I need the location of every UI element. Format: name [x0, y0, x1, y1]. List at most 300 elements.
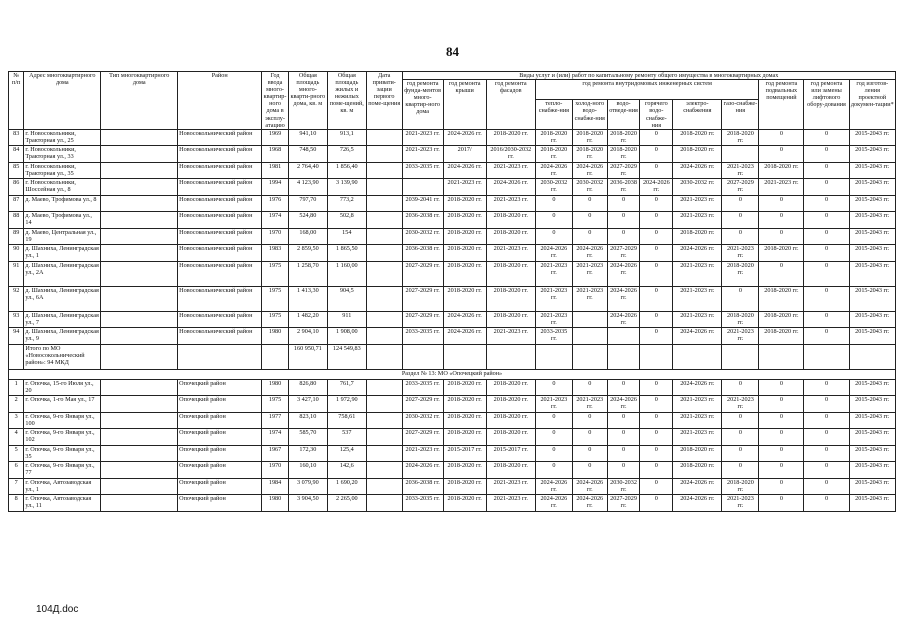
hot-water-year-cell: 0: [640, 429, 673, 446]
electric-year-cell: 2018-2020 гг.: [673, 462, 722, 479]
col-living-area: Общая площадь жилых и нежилых поме-щений, кв. м: [327, 72, 366, 130]
hot-water-year-cell: 0: [640, 445, 673, 462]
total-area-cell: 2 904,10: [288, 328, 327, 345]
house-type-cell: [101, 379, 178, 396]
heat-year-cell: 2024-2026 гг.: [535, 245, 572, 262]
table-row: [9, 179, 896, 196]
basement-year-cell: 0: [759, 261, 804, 286]
col-basement: год ремонта подвальных помещений: [759, 80, 804, 130]
elevator-year-cell: 0: [804, 412, 849, 429]
hot-water-year-cell: 0: [640, 146, 673, 163]
facade-year-cell: 2021-2023 гг.: [486, 245, 535, 262]
row-num-cell: 5: [9, 445, 24, 462]
gas-year-cell: 0: [722, 195, 759, 212]
facade-year-cell: 2021-2023 гг.: [486, 478, 535, 495]
total-empty: [366, 344, 402, 369]
year-built-cell: 1975: [262, 396, 289, 413]
heat-year-cell: 2018-2020 гг.: [535, 129, 572, 146]
basement-year-cell: 0: [759, 412, 804, 429]
total-empty: [402, 344, 443, 369]
docs-year-cell: 2015-2043 гг.: [849, 478, 895, 495]
gas-year-cell: 2018-2020 гг.: [722, 478, 759, 495]
sewer-year-cell: 2036-2038 гг.: [607, 179, 640, 196]
table-row: [9, 311, 896, 328]
roof-year-cell: 2018-2020 гг.: [443, 495, 486, 512]
total-empty: [849, 344, 895, 369]
cold-water-year-cell: 0: [572, 195, 607, 212]
foundation-year-cell: 2021-2023 гг.: [402, 445, 443, 462]
docs-year-cell: 2015-2043 гг.: [849, 396, 895, 413]
hot-water-year-cell: 0: [640, 261, 673, 286]
docs-year-cell: 2015-2043 гг.: [849, 195, 895, 212]
row-num-cell: 1: [9, 379, 24, 396]
total-area-cell: 168,00: [288, 228, 327, 245]
col-elevator: год ремонта или замены лифтового обору-дования: [804, 80, 849, 130]
elevator-year-cell: 0: [804, 179, 849, 196]
roof-year-cell: 2018-2020 гг.: [443, 195, 486, 212]
address-cell: г. Опочка, 9-го Января ул., 102: [24, 429, 101, 446]
facade-year-cell: 2018-2020 гг.: [486, 228, 535, 245]
total-empty: [262, 344, 289, 369]
roof-year-cell: 2024-2026 гг.: [443, 328, 486, 345]
priv-date-cell: [366, 261, 402, 286]
cold-water-year-cell: 2030-2032 гг.: [572, 179, 607, 196]
electric-year-cell: 2018-2020 гг.: [673, 228, 722, 245]
electric-year-cell: 2021-2023 гг.: [673, 311, 722, 328]
cold-water-year-cell: [572, 328, 607, 345]
living-area-cell: 3 139,90: [327, 179, 366, 196]
address-cell: г. Опочка, 1-го Мая ул., 17: [24, 396, 101, 413]
address-cell: г. Новосокольники, Тракторная ул., 25: [24, 129, 101, 146]
year-built-cell: 1980: [262, 495, 289, 512]
living-area-cell: 761,7: [327, 379, 366, 396]
electric-year-cell: 2018-2020 гг.: [673, 445, 722, 462]
table-row: [9, 261, 896, 286]
col-cold-water: холод-ного водо-снабже-ния: [572, 100, 607, 129]
facade-year-cell: 2018-2020 гг.: [486, 311, 535, 328]
row-num-cell: 7: [9, 478, 24, 495]
col-num: № п/п: [9, 72, 24, 130]
sewer-year-cell: 0: [607, 412, 640, 429]
cold-water-year-cell: 2024-2026 гг.: [572, 495, 607, 512]
gas-year-cell: 2018-2020 гг.: [722, 311, 759, 328]
gas-year-cell: 0: [722, 429, 759, 446]
house-type-cell: [101, 478, 178, 495]
foundation-year-cell: 2030-2032 гг.: [402, 412, 443, 429]
heat-year-cell: 2021-2023 гг.: [535, 286, 572, 311]
table-row: [9, 429, 896, 446]
total-area-cell: 3 079,90: [288, 478, 327, 495]
facade-year-cell: 2021-2023 гг.: [486, 328, 535, 345]
docs-year-cell: 2015-2043 гг.: [849, 129, 895, 146]
foundation-year-cell: 2021-2023 гг.: [402, 146, 443, 163]
roof-year-cell: 2017/: [443, 146, 486, 163]
heat-year-cell: 0: [535, 195, 572, 212]
heat-year-cell: 2021-2023 гг.: [535, 396, 572, 413]
row-num-cell: 3: [9, 412, 24, 429]
col-district: Район: [178, 72, 262, 130]
docs-year-cell: 2015-2043 гг.: [849, 212, 895, 229]
roof-year-cell: 2018-2020 гг.: [443, 245, 486, 262]
roof-year-cell: 2018-2020 гг.: [443, 379, 486, 396]
hot-water-year-cell: 0: [640, 129, 673, 146]
table-row: [9, 396, 896, 413]
table-row: [9, 328, 896, 345]
col-foundation: год ремонта фунда-ментов много-квартир-ного дома: [402, 80, 443, 130]
year-built-cell: 1970: [262, 462, 289, 479]
roof-year-cell: 2018-2020 гг.: [443, 228, 486, 245]
elevator-year-cell: 0: [804, 261, 849, 286]
gas-year-cell: [722, 146, 759, 163]
sewer-year-cell: 0: [607, 429, 640, 446]
table-row: [9, 195, 896, 212]
foundation-year-cell: 2027-2029 гг.: [402, 429, 443, 446]
year-built-cell: 1981: [262, 162, 289, 179]
priv-date-cell: [366, 162, 402, 179]
rows-novosokolniki-a: [9, 129, 896, 261]
year-built-cell: 1980: [262, 328, 289, 345]
living-area-cell: 537: [327, 429, 366, 446]
elevator-year-cell: 0: [804, 396, 849, 413]
docs-year-cell: 2015-2043 гг.: [849, 379, 895, 396]
facade-year-cell: 2018-2020 гг.: [486, 396, 535, 413]
cold-water-year-cell: 2018-2020 гг.: [572, 146, 607, 163]
sewer-year-cell: 0: [607, 228, 640, 245]
priv-date-cell: [366, 429, 402, 446]
year-built-cell: 1967: [262, 445, 289, 462]
electric-year-cell: 2018-2020 гг.: [673, 146, 722, 163]
row-num-cell: 94: [9, 328, 24, 345]
priv-date-cell: [366, 228, 402, 245]
total-area-cell: 172,30: [288, 445, 327, 462]
heat-year-cell: 2033-2035 гг.: [535, 328, 572, 345]
district-cell: Опочецкий район: [178, 396, 262, 413]
basement-year-cell: 0: [759, 478, 804, 495]
total-empty: [759, 344, 804, 369]
hot-water-year-cell: 2024-2026 гг.: [640, 179, 673, 196]
living-area-cell: 2 265,00: [327, 495, 366, 512]
row-num-cell: 8: [9, 495, 24, 512]
living-area-cell: 125,4: [327, 445, 366, 462]
gas-year-cell: 0: [722, 286, 759, 311]
living-area-cell: 911: [327, 311, 366, 328]
total-area-cell: 1 482,20: [288, 311, 327, 328]
electric-year-cell: 2024-2026 гг.: [673, 245, 722, 262]
electric-year-cell: 2021-2023 гг.: [673, 212, 722, 229]
total-empty: [443, 344, 486, 369]
docs-year-cell: 2015-2043 гг.: [849, 261, 895, 286]
sewer-year-cell: 2018-2020 гг.: [607, 129, 640, 146]
row-num-cell: 2: [9, 396, 24, 413]
table-row: [9, 462, 896, 479]
priv-date-cell: [366, 245, 402, 262]
living-area-cell: 726,5: [327, 146, 366, 163]
house-type-cell: [101, 328, 178, 345]
facade-year-cell: 2018-2020 гг.: [486, 286, 535, 311]
total-empty: [486, 344, 535, 369]
total-area-cell: 797,70: [288, 195, 327, 212]
elevator-year-cell: 0: [804, 328, 849, 345]
facade-year-cell: 2018-2020 гг.: [486, 379, 535, 396]
docs-year-cell: 2015-2043 гг.: [849, 146, 895, 163]
year-built-cell: 1969: [262, 129, 289, 146]
living-area-cell: 154: [327, 228, 366, 245]
district-cell: Новосокольнический район: [178, 195, 262, 212]
total-area-cell: 160,10: [288, 462, 327, 479]
table-row: [9, 162, 896, 179]
foundation-year-cell: 2027-2029 гг.: [402, 286, 443, 311]
roof-year-cell: 2018-2020 гг.: [443, 261, 486, 286]
table-row: [9, 212, 896, 229]
facade-year-cell: 2018-2020 гг.: [486, 412, 535, 429]
priv-date-cell: [366, 129, 402, 146]
living-area-cell: 1 865,50: [327, 245, 366, 262]
elevator-year-cell: 0: [804, 245, 849, 262]
district-cell: Новосокольнический район: [178, 311, 262, 328]
sewer-year-cell: 2018-2020 гг.: [607, 146, 640, 163]
hot-water-year-cell: 0: [640, 396, 673, 413]
priv-date-cell: [366, 412, 402, 429]
elevator-year-cell: 0: [804, 212, 849, 229]
col-gas: газо-снабже-ния: [722, 100, 759, 129]
district-cell: Новосокольнический район: [178, 261, 262, 286]
heat-year-cell: 0: [535, 412, 572, 429]
hot-water-year-cell: 0: [640, 195, 673, 212]
total-area-cell: 941,10: [288, 129, 327, 146]
district-cell: Опочецкий район: [178, 495, 262, 512]
house-type-cell: [101, 162, 178, 179]
basement-year-cell: 0: [759, 212, 804, 229]
hot-water-year-cell: 0: [640, 412, 673, 429]
heat-year-cell: 0: [535, 429, 572, 446]
total-area-sum: 160 950,71: [288, 344, 327, 369]
house-type-cell: [101, 261, 178, 286]
district-cell: Опочецкий район: [178, 429, 262, 446]
year-built-cell: 1968: [262, 146, 289, 163]
electric-year-cell: 2021-2023 гг.: [673, 429, 722, 446]
house-type-cell: [101, 146, 178, 163]
heat-year-cell: 2024-2026 гг.: [535, 478, 572, 495]
hot-water-year-cell: 0: [640, 328, 673, 345]
docs-year-cell: 2015-2043 гг.: [849, 228, 895, 245]
col-works-group: Виды услуг и (или) работ по капитальному ремонту общего имущества в многоквартирных домах: [402, 72, 895, 80]
total-empty: [722, 344, 759, 369]
year-built-cell: 1977: [262, 412, 289, 429]
row-num-cell: 85: [9, 162, 24, 179]
roof-year-cell: 2018-2020 гг.: [443, 429, 486, 446]
table-row: [9, 228, 896, 245]
year-built-cell: 1975: [262, 261, 289, 286]
house-type-cell: [101, 228, 178, 245]
facade-year-cell: 2018-2020 гг.: [486, 429, 535, 446]
address-cell: г. Новосокольники, Шоссейная ул., 8: [24, 179, 101, 196]
gas-year-cell: 2021-2023 гг.: [722, 328, 759, 345]
living-area-cell: 913,1: [327, 129, 366, 146]
total-row: [9, 344, 896, 369]
address-cell: г. Опочка, 9-го Января ул., 35: [24, 445, 101, 462]
col-priv-date: Дата привати-зации первого поме-щения: [366, 72, 402, 130]
row-num-cell: 6: [9, 462, 24, 479]
roof-year-cell: 2018-2020 гг.: [443, 396, 486, 413]
cold-water-year-cell: 2024-2026 гг.: [572, 245, 607, 262]
address-cell: г. Новосокольники, Тракторная ул., 35: [24, 162, 101, 179]
gas-year-cell: 2027-2029 гг.: [722, 179, 759, 196]
house-type-cell: [101, 396, 178, 413]
electric-year-cell: 2018-2020 гг.: [673, 129, 722, 146]
repair-schedule-table: [8, 71, 896, 512]
total-empty: [535, 344, 572, 369]
district-cell: Новосокольнический район: [178, 146, 262, 163]
electric-year-cell: 2021-2023 гг.: [673, 412, 722, 429]
total-area-cell: 524,80: [288, 212, 327, 229]
basement-year-cell: 0: [759, 129, 804, 146]
table-row: [9, 245, 896, 262]
total-empty: [101, 344, 178, 369]
basement-year-cell: 2018-2020 гг.: [759, 328, 804, 345]
roof-year-cell: 2018-2020 гг.: [443, 478, 486, 495]
gas-year-cell: 0: [722, 379, 759, 396]
basement-year-cell: 2018-2020 гг.: [759, 245, 804, 262]
year-built-cell: 1994: [262, 179, 289, 196]
year-built-cell: 1970: [262, 228, 289, 245]
foundation-year-cell: [402, 179, 443, 196]
roof-year-cell: 2024-2026 гг.: [443, 129, 486, 146]
district-cell: Новосокольнический район: [178, 286, 262, 311]
district-cell: Новосокольнический район: [178, 228, 262, 245]
row-num-cell: 86: [9, 179, 24, 196]
foundation-year-cell: 2027-2029 гг.: [402, 311, 443, 328]
foundation-year-cell: 2033-2035 гг.: [402, 379, 443, 396]
gas-year-cell: 2021-2023 гг.: [722, 495, 759, 512]
total-area-cell: 2 764,40: [288, 162, 327, 179]
footer-filename: 104Д.doc: [36, 604, 79, 615]
col-roof: год ремонта крыши: [443, 80, 486, 130]
priv-date-cell: [366, 195, 402, 212]
foundation-year-cell: 2036-2038 гг.: [402, 478, 443, 495]
sewer-year-cell: 2027-2029 гг.: [607, 495, 640, 512]
electric-year-cell: 2024-2026 гг.: [673, 328, 722, 345]
sewer-year-cell: 0: [607, 195, 640, 212]
table-header: [9, 72, 896, 130]
address-cell: г. Опочка, 15-го Июля ул., 20: [24, 379, 101, 396]
total-area-cell: 3 427,10: [288, 396, 327, 413]
electric-year-cell: 2021-2023 гг.: [673, 286, 722, 311]
section-row: [9, 369, 896, 379]
house-type-cell: [101, 462, 178, 479]
elevator-year-cell: 0: [804, 379, 849, 396]
col-facade: год ремонта фасадов: [486, 80, 535, 130]
house-type-cell: [101, 245, 178, 262]
sewer-year-cell: 2024-2026 гг.: [607, 311, 640, 328]
year-built-cell: 1974: [262, 212, 289, 229]
priv-date-cell: [366, 396, 402, 413]
table-row: [9, 146, 896, 163]
col-type: Тип многоквартирного дома: [101, 72, 178, 130]
total-area-cell: 4 123,90: [288, 179, 327, 196]
living-area-cell: 904,5: [327, 286, 366, 311]
gas-year-cell: 2021-2023 гг.: [722, 162, 759, 179]
house-type-cell: [101, 129, 178, 146]
sewer-year-cell: 2024-2026 гг.: [607, 261, 640, 286]
house-type-cell: [101, 495, 178, 512]
facade-year-cell: 2018-2020 гг.: [486, 129, 535, 146]
address-cell: г. Опочка, Автозаводская ул., 1: [24, 478, 101, 495]
docs-year-cell: 2015-2043 гг.: [849, 412, 895, 429]
priv-date-cell: [366, 462, 402, 479]
table-row: [9, 286, 896, 311]
heat-year-cell: 2024-2026 гг.: [535, 495, 572, 512]
total-empty: [178, 344, 262, 369]
year-built-cell: 1975: [262, 311, 289, 328]
col-docs: год изготов-ления проектной докумен-тации*: [849, 80, 895, 130]
cold-water-year-cell: 0: [572, 228, 607, 245]
total-area-cell: 748,50: [288, 146, 327, 163]
col-heat: тепло-снабже-ния: [535, 100, 572, 129]
elevator-year-cell: 0: [804, 429, 849, 446]
row-num-cell: 83: [9, 129, 24, 146]
elevator-year-cell: 0: [804, 495, 849, 512]
facade-year-cell: 2021-2023 гг.: [486, 495, 535, 512]
elevator-year-cell: 0: [804, 162, 849, 179]
total-empty: [607, 344, 640, 369]
sewer-year-cell: 2024-2026 гг.: [607, 286, 640, 311]
district-cell: Новосокольнический район: [178, 212, 262, 229]
col-total-area: Общая площадь много-кварти-рного дома, кв. м: [288, 72, 327, 130]
cold-water-year-cell: 0: [572, 462, 607, 479]
living-area-cell: 758,61: [327, 412, 366, 429]
docs-year-cell: 2015-2043 гг.: [849, 462, 895, 479]
foundation-year-cell: 2033-2035 гг.: [402, 328, 443, 345]
roof-year-cell: 2021-2023 гг.: [443, 179, 486, 196]
year-built-cell: 1984: [262, 478, 289, 495]
hot-water-year-cell: 0: [640, 228, 673, 245]
total-section: [9, 344, 896, 379]
living-area-cell: 1 690,20: [327, 478, 366, 495]
foundation-year-cell: 2024-2026 гг.: [402, 462, 443, 479]
row-num-cell: 84: [9, 146, 24, 163]
basement-year-cell: 0: [759, 146, 804, 163]
house-type-cell: [101, 179, 178, 196]
sewer-year-cell: 0: [607, 462, 640, 479]
house-type-cell: [101, 195, 178, 212]
sewer-year-cell: 2024-2026 гг.: [607, 396, 640, 413]
sewer-year-cell: 0: [607, 379, 640, 396]
elevator-year-cell: 0: [804, 129, 849, 146]
table-row: [9, 445, 896, 462]
district-cell: Новосокольнический район: [178, 245, 262, 262]
priv-date-cell: [366, 445, 402, 462]
table-row: [9, 412, 896, 429]
col-hot-water: горячего водо-снабже-ния: [640, 100, 673, 129]
electric-year-cell: 2021-2023 гг.: [673, 261, 722, 286]
total-num-cell: [9, 344, 24, 369]
year-built-cell: 1976: [262, 195, 289, 212]
basement-year-cell: 0: [759, 495, 804, 512]
year-built-cell: 1975: [262, 286, 289, 311]
heat-year-cell: 2024-2026 гг.: [535, 162, 572, 179]
address-cell: г. Опочка, Автозаводская ул., 11: [24, 495, 101, 512]
elevator-year-cell: 0: [804, 311, 849, 328]
hot-water-year-cell: 0: [640, 478, 673, 495]
priv-date-cell: [366, 495, 402, 512]
living-area-cell: 1 856,40: [327, 162, 366, 179]
total-empty: [640, 344, 673, 369]
row-num-cell: 88: [9, 212, 24, 229]
district-cell: Опочецкий район: [178, 445, 262, 462]
cold-water-year-cell: 2021-2023 гг.: [572, 396, 607, 413]
roof-year-cell: 2018-2020 гг.: [443, 286, 486, 311]
total-area-cell: 1 413,30: [288, 286, 327, 311]
